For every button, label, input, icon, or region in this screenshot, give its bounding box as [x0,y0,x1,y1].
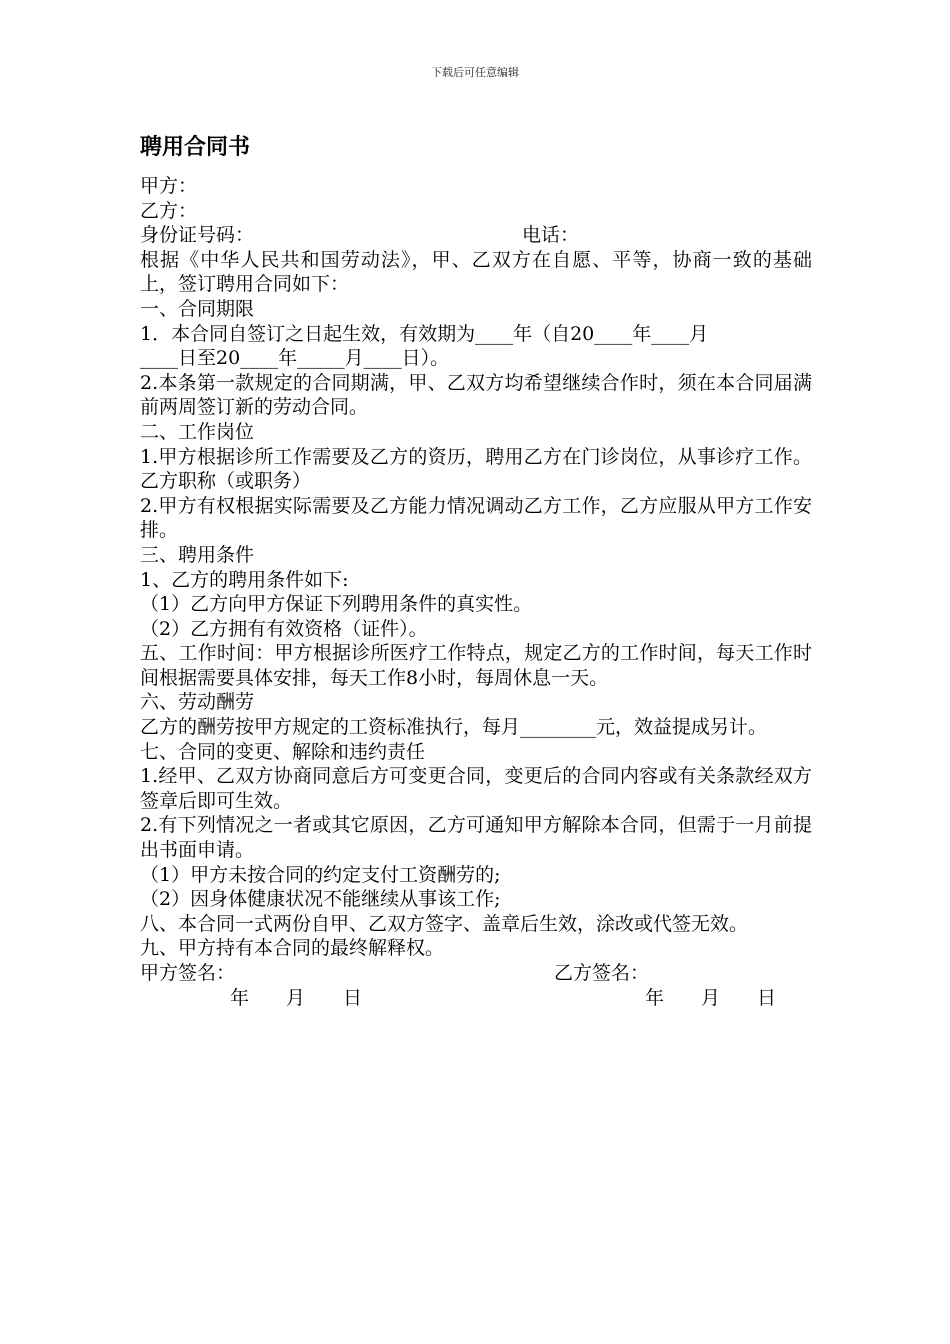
section-7-clause-1: 1.经甲、乙双方协商同意后方可变更合同，变更后的合同内容或有关条款经双方签章后即可生效。 [140,765,812,812]
section-7-clause-2: 2.有下列情况之一者或其它原因，乙方可通知甲方解除本合同，但需于一月前提出书面申请。 [140,814,812,862]
party-b-label: 乙方： [140,199,198,222]
intro-paragraph: 根据《中华人民共和国劳动法》，甲、乙双方在自愿、平等，协商一致的基础上，签订聘用合同如下： [140,248,812,296]
party-a-date-day: 日 [343,986,363,1009]
id-phone-row [140,223,812,248]
signature-row [140,961,812,986]
section-2-clause-1: 1.甲方根据诊所工作需要及乙方的资历，聘用乙方在门诊岗位，从事诊疗工作。乙方职称（或职务） [140,445,812,493]
party-a-date-month: 月 [286,986,306,1009]
party-b-signature-label: 乙方签名： [554,962,650,984]
section-2-title: 二、工作岗位 [140,420,255,443]
header-note: 下载后可任意编辑 [431,66,519,79]
section-9-paragraph: 九、甲方持有本合同的最终解释权。 [140,937,445,960]
section-3-item-1: （1）乙方向甲方保证下列聘用条件的真实性。 [140,593,533,616]
section-5-paragraph: 五、工作时间：甲方根据诊所医疗工作特点，规定乙方的工作时间，每天工作时间根据需要具体安排，每天工作8小时，每周休息一天。 [140,642,812,689]
party-b-date-year: 年 [645,986,665,1009]
contract-body [140,174,812,1012]
party-b-date-month: 月 [701,986,721,1009]
section-1-clause-1-line-2: ____日至20____年_____月____日）。 [140,347,450,370]
party-a-label: 甲方： [140,175,198,197]
phone-label: 电话： [522,224,580,247]
party-b-date-day: 日 [757,986,777,1009]
section-8-paragraph: 八、本合同一式两份自甲、乙双方签字、盖章后生效，涂改或代签无效。 [140,912,749,935]
section-7-item-1: （1）甲方未按合同的约定支付工资酬劳的; [140,863,501,886]
section-3-title: 三、聘用条件 [140,543,255,566]
signature-date-row [140,986,812,1012]
id-number-label: 身份证号码： [140,224,255,247]
section-1-clause-1-line-1: 1．本合同自签订之日起生效，有效期为____年（自20____年____月 [140,322,709,345]
document-title: 聘用合同书 [140,135,251,160]
section-6-paragraph: 乙方的酬劳按甲方规定的工资标准执行，每月________元，效益提成另计。 [140,716,768,739]
section-1-title: 一、合同期限 [140,297,255,320]
section-3-clause-1: 1、乙方的聘用条件如下: [140,568,349,591]
section-1-clause-2: 2.本条第一款规定的合同期满，甲、乙双方均希望继续合作时，须在本合同届满前两周签订新的劳动合同。 [140,371,812,419]
section-6-title: 六、劳动酬劳 [140,691,255,714]
party-a-signature-label: 甲方签名： [140,962,236,984]
section-2-clause-2: 2.甲方有权根据实际需要及乙方能力情况调动乙方工作，乙方应服从甲方工作安排。 [140,494,812,542]
section-3-item-2: （2）乙方拥有有效资格（证件）。 [140,617,428,640]
party-a-date-year: 年 [230,986,250,1009]
section-7-title: 七、合同的变更、解除和违约责任 [140,740,426,763]
section-7-item-2: （2）因身体健康状况不能继续从事该工作; [140,888,501,911]
